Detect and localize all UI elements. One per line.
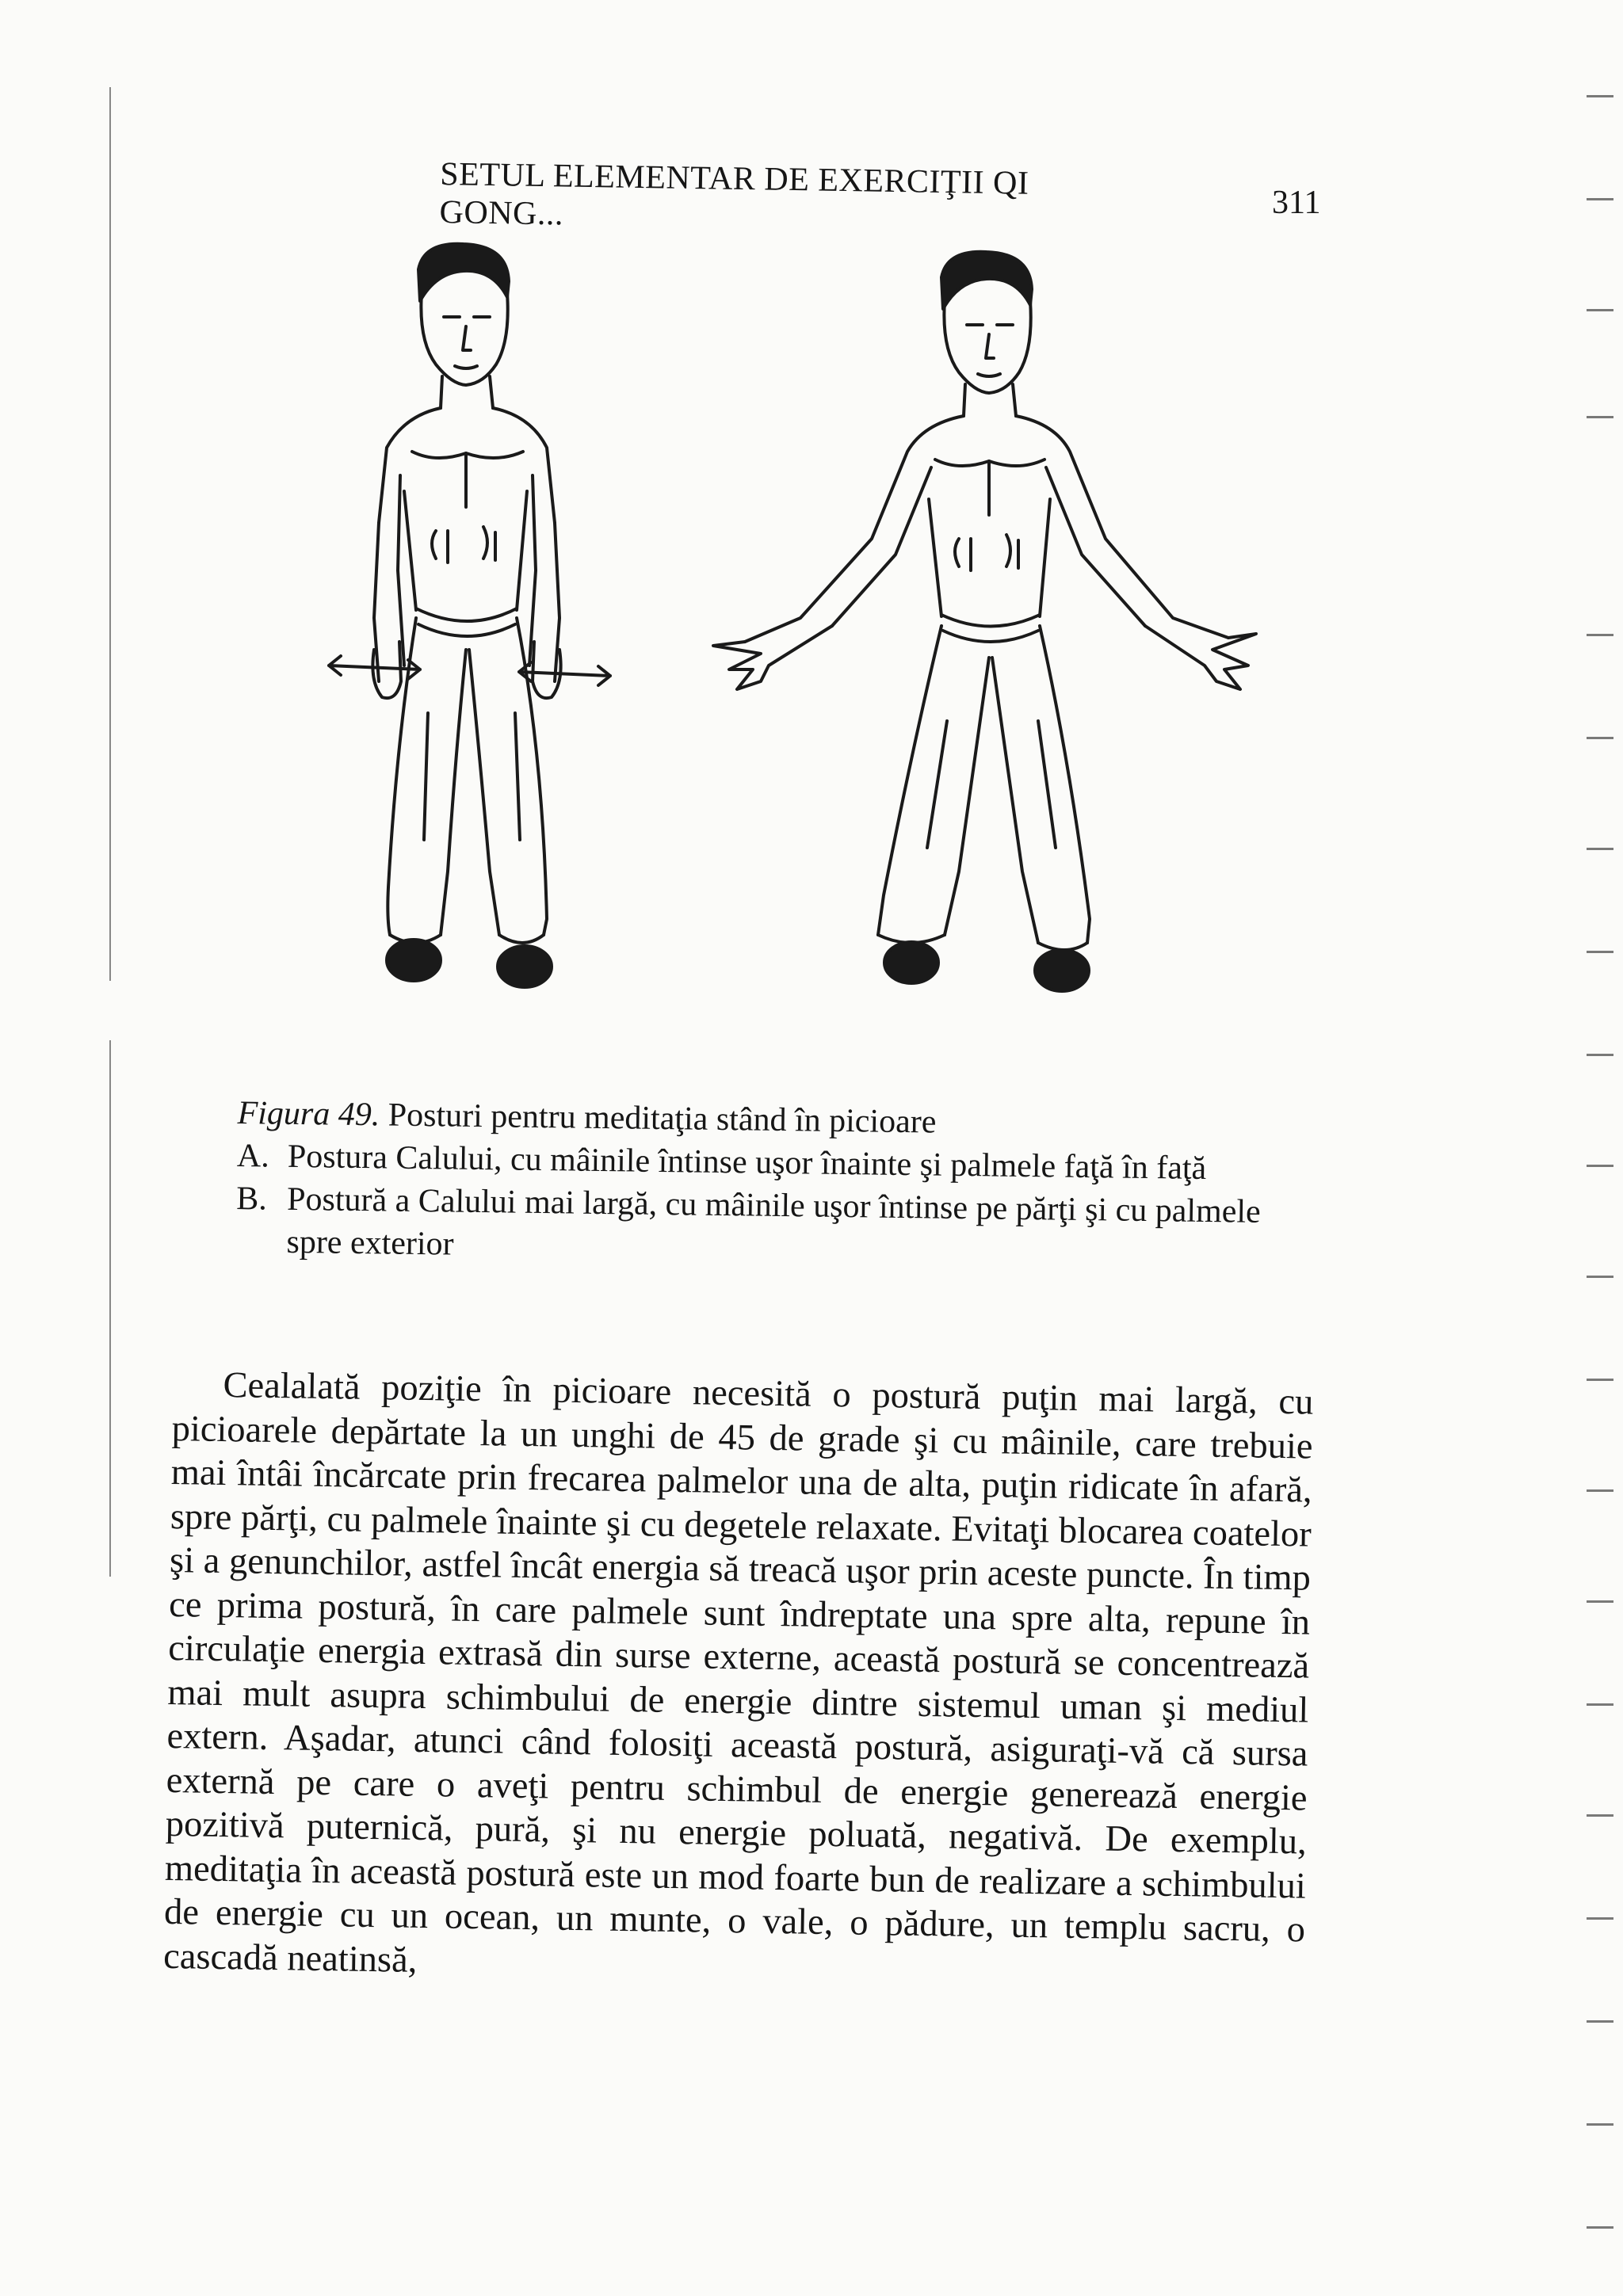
body-text [163,1363,1314,1997]
figure-caption [235,1092,1284,1276]
figure-a-standing-man [329,244,610,987]
posture-illustration [285,238,1260,1077]
caption-item-b [235,1177,1282,1276]
scan-binding-line [109,87,111,1577]
caption-item-letter: B. [235,1180,268,1218]
caption-item-text: Postură a Calului mai largă, cu mâinile uşor întinse pe părţi şi cu palmele spre exterior [286,1180,1262,1263]
caption-item-letter: A. [236,1137,270,1175]
running-title: SETUL ELEMENTAR DE EXERCIŢII QI GONG... [439,156,1029,233]
body-paragraph: Cealalată poziţie în picioare necesită o postură puţin mai largă, cu picioarele depărtate la un unghi de 45 de grade şi cu mâinile, care trebuie mai întâi încărcate prin frecarea palmelor una de alta, puţin ridicate în afară, spre părţi, cu palmele înainte şi cu degetele relaxate. Evitaţi blocarea coatelor şi a genunchilor, astfel încât energia să treacă uşor prin aceste puncte. În timp ce prima postură, în care palmele sunt îndreptate una spre alta, repune în circulaţie energia extrasă din surse externe, această postură se concentrează mai mult asupra schimbului de energie dintre sistemul uman şi mediul extern. Aşadar, atunci când folosiţi această postură, asiguraţi-vă că sursa externă pe care o aveţi pentru schimbul de energie generează energie pozitivă puternică, pură, şi nu energie poluată, negativă. De exemplu, meditaţia în această postură este un mod foarte bun de realizare a schimbului de energie cu un ocean, un munte, o vale, o pădure, un templu sacru, o cascadă neatinsă, [162,1365,1314,1981]
scan-edge-marks [1575,0,1623,2296]
figure-b-standing-man [713,252,1256,991]
figure-label: Figura 49. [237,1094,380,1134]
page-number: 311 [1272,185,1321,221]
figure-title: Posturi pentru meditaţia stând în picioare [388,1097,937,1141]
caption-item-text: Postura Calului, cu mâinile întinse uşor înainte şi palmele faţă în faţă [287,1138,1207,1188]
